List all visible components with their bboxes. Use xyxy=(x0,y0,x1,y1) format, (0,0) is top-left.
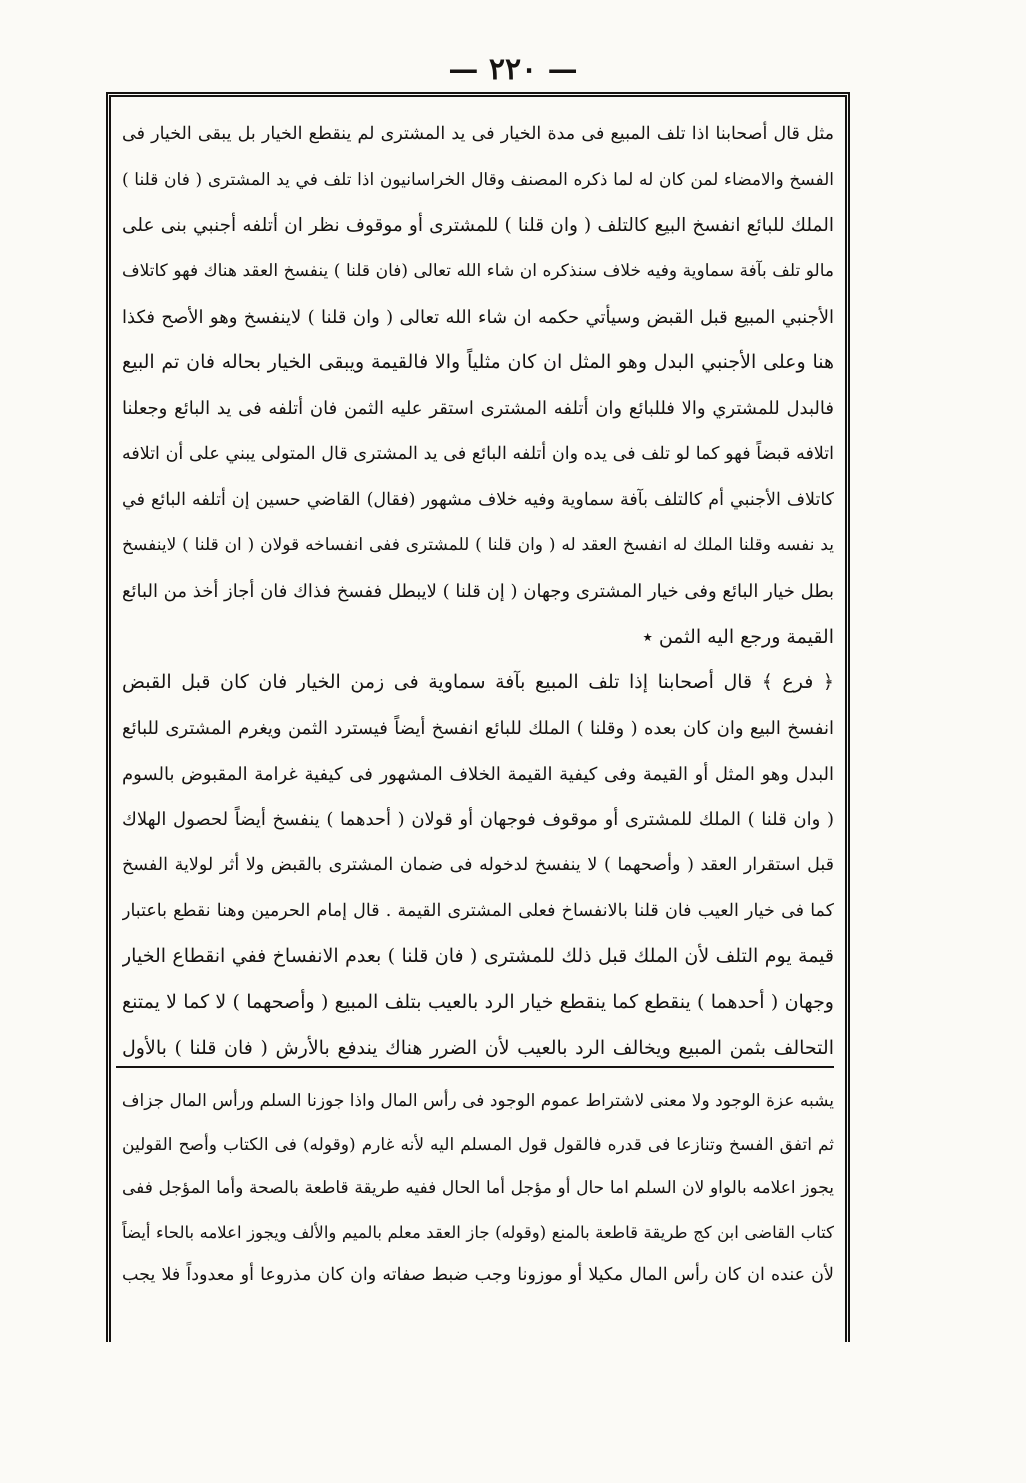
footnote-line: كتاب القاضى ابن كج طريقة قاطعة بالمنع (وقوله) جاز العقد معلم بالميم والألف ويجوز اعلامه بالحاء أيضاً xyxy=(122,1222,834,1242)
text-line: التحالف بثمن المبيع ويخالف الرد بالعيب لأن الضرر هناك يندفع بالأرش ( فان قلنا ) بالأول xyxy=(122,1036,834,1059)
footnote-line: يجوز اعلامه بالواو لان السلم اما حال أو مؤجل أما الحال ففيه طريقة قاطعة بالصحة وأما المؤجل ففى xyxy=(122,1178,834,1198)
text-line: هنا وعلى الأجنبي البدل وهو المثل ان كان مثلياً والا فالقيمة ويبقى الخيار بحاله فان تم البيع xyxy=(122,351,834,374)
main-text-block xyxy=(122,112,834,1071)
text-line: مالو تلف بآفة سماوية وفيه خلاف سنذكره ان شاء الله تعالى (فان قلنا ) ينفسخ العقد هناك فهو كاتلاف xyxy=(122,261,834,282)
text-line: ﴿ فرع ﴾ قال أصحابنا إذا تلف المبيع بآفة سماوية فى زمن الخيار فان كان قبل القبض xyxy=(122,671,834,694)
footnote-line: لأن عنده ان كان رأس المال مكيلا أو موزونا وجب ضبط صفاته وان كان مذروعا أو معدوداً فلا يجب xyxy=(122,1265,834,1285)
text-line: وجهان ( أحدهما ) ينقطع كما ينقطع خيار الرد بالعيب بتلف المبيع ( وأصحهما ) لا كما لا يمتنع xyxy=(122,991,834,1014)
text-line: الأجنبي المبيع قبل القبض وسيأتي حكمه ان شاء الله تعالى ( وان قلنا ) لاينفسخ وهو الأصح فكذا xyxy=(122,306,834,328)
text-line: القيمة ورجع اليه الثمن ٭ xyxy=(642,625,834,648)
text-line: الملك للبائع انفسخ البيع كالتلف ( وان قلنا ) للمشترى أو موقوف نظر ان أتلفه أجنبي بنى على xyxy=(122,215,834,237)
footnote-line: يشبه عزة الوجود ولا معنى لاشتراط عموم الوجود فى رأس المال واذا جوزنا السلم ورأس المال جزاف xyxy=(122,1091,834,1111)
text-line: كاتلاف الأجنبي أم كالتلف بآفة سماوية وفيه خلاف مشهور (فقال) القاضي حسين إن أتلفه البائع في xyxy=(122,489,834,510)
text-line: الفسخ والامضاء لمن كان له لما ذكره المصنف وقال الخراسانيون اذا تلف في يد المشترى ( فان قلنا ) xyxy=(122,169,834,190)
text-line: قيمة يوم التلف لأن الملك قبل ذلك للمشترى ( فان قلنا ) بعدم الانفساخ ففي انقطاع الخيار xyxy=(122,945,834,968)
footnote-block xyxy=(122,1080,834,1298)
text-line: ( وان قلنا ) الملك للمشترى أو موقوف فوجهان أو قولان ( أحدهما ) ينفسخ أيضاً لحصول الهلاك xyxy=(122,809,834,831)
text-line: فالبدل للمشتري والا فللبائع وان أتلفه المشترى استقر عليه الثمن فان أتلفه فى يد البائع وجعلنا xyxy=(122,398,834,420)
text-line: مثل قال أصحابنا اذا تلف المبيع فى مدة الخيار فى يد المشترى لم ينقطع الخيار بل يبقى الخيار فى xyxy=(122,124,834,144)
text-line: كما فى خيار العيب فان قلنا بالانفساخ فعلى المشترى القيمة . قال إمام الحرمين وهنا نقطع باعتبار xyxy=(122,900,834,921)
text-line: يد نفسه وقلنا الملك له انفسخ العقد له ( وان قلنا ) للمشترى ففى انفساخه قولان ( ان قلنا ) لاينفسخ xyxy=(122,535,834,556)
page-number: — ٢٢٠ — xyxy=(448,52,578,87)
footnote-line: ثم اتفق الفسخ وتنازعا فى قدره فالقول قول المسلم اليه لأنه غارم (وقوله) فى الكتاب وأصح القولين xyxy=(122,1134,834,1155)
text-line: اتلافه قبضاً فهو كما لو تلف فى يده وان أتلفه البائع فى يد المشترى قال المتولى يبني على أن اتلافه xyxy=(122,443,834,464)
footnote-divider xyxy=(116,1066,834,1068)
text-line: بطل خيار البائع وفى خيار المشترى وجهان ( إن قلنا ) لايبطل ففسخ فذاك فان أجاز أخذ من البائع xyxy=(122,580,834,602)
text-line: البدل وهو المثل أو القيمة وفى كيفية القيمة الخلاف المشهور فى كيفية غرامة المقبوض بالسوم xyxy=(122,763,834,785)
text-line: انفسخ البيع وان كان بعده ( وقلنا ) الملك للبائع انفسخ أيضاً فيسترد الثمن ويغرم المشترى للبائع xyxy=(122,717,834,739)
text-line: قبل استقرار العقد ( وأصحهما ) لا ينفسخ لدخوله فى ضمان المشترى بالقبض ولا أثر لولاية الفسخ xyxy=(122,855,834,875)
